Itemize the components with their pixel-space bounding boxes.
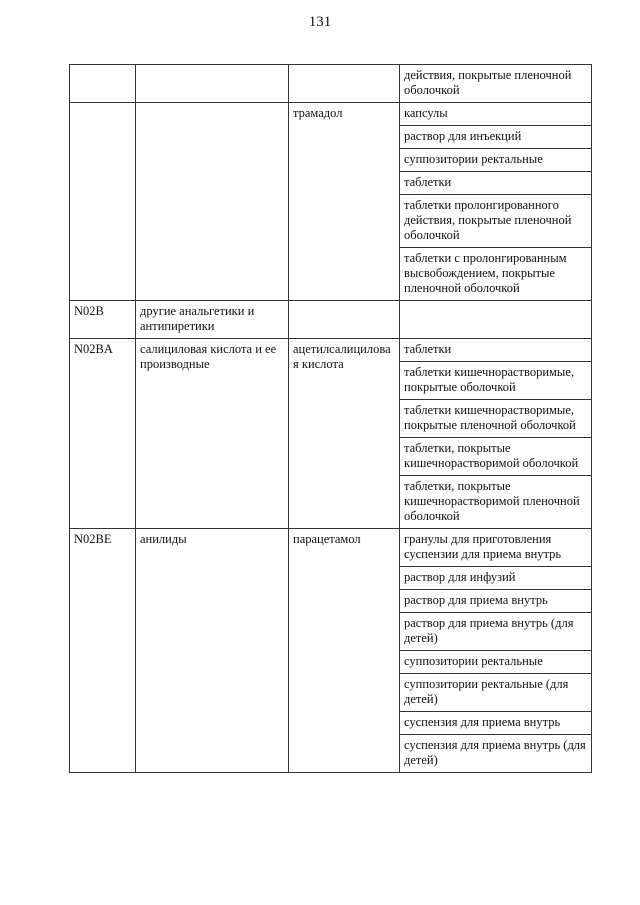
dosage-form-cell: таблетки пролонгированного действия, покрытые пленочной оболочкой [400, 195, 592, 248]
atc-group-cell [136, 103, 289, 301]
dosage-form-cell: таблетки, покрытые кишечнорастворимой оболочкой [400, 438, 592, 476]
dosage-form-cell [400, 301, 592, 339]
table-row [70, 103, 592, 126]
table-row [70, 301, 592, 339]
atc-group-cell [136, 65, 289, 103]
dosage-form-cell: таблетки кишечнорастворимые, покрытые пленочной оболочкой [400, 400, 592, 438]
dosage-form-cell: действия, покрытые пленочной оболочкой [400, 65, 592, 103]
dosage-form-cell: капсулы [400, 103, 592, 126]
substance-cell [289, 301, 400, 339]
dosage-form-cell: раствор для приема внутрь [400, 590, 592, 613]
dosage-form-cell: гранулы для приготовления суспензии для приема внутрь [400, 529, 592, 567]
atc-group-cell: анилиды [136, 529, 289, 773]
atc-code-cell: N02BE [70, 529, 136, 773]
dosage-form-cell: суппозитории ректальные [400, 651, 592, 674]
substance-cell: трамадол [289, 103, 400, 301]
dosage-form-cell: суппозитории ректальные [400, 149, 592, 172]
substance-cell: парацетамол [289, 529, 400, 773]
dosage-form-cell: таблетки [400, 339, 592, 362]
table-row [70, 529, 592, 567]
substance-cell [289, 65, 400, 103]
dosage-form-cell: таблетки [400, 172, 592, 195]
atc-code-cell [70, 65, 136, 103]
atc-group-cell: другие анальгетики и антипиретики [136, 301, 289, 339]
dosage-form-cell: суспензия для приема внутрь (для детей) [400, 735, 592, 773]
table-body [70, 65, 592, 773]
dosage-form-cell: раствор для инъекций [400, 126, 592, 149]
dosage-form-cell: раствор для инфузий [400, 567, 592, 590]
dosage-form-cell: раствор для приема внутрь (для детей) [400, 613, 592, 651]
table-row [70, 65, 592, 103]
atc-code-cell: N02B [70, 301, 136, 339]
dosage-form-cell: суспензия для приема внутрь [400, 712, 592, 735]
page-number: 131 [308, 14, 332, 30]
dosage-form-cell: таблетки с пролонгированным высвобождением, покрытые пленочной оболочкой [400, 248, 592, 301]
dosage-form-cell: таблетки кишечнорастворимые, покрытые оболочкой [400, 362, 592, 400]
table-row [70, 339, 592, 362]
dosage-form-cell: суппозитории ректальные (для детей) [400, 674, 592, 712]
medication-table [69, 64, 592, 773]
atc-code-cell: N02BA [70, 339, 136, 529]
atc-group-cell: салициловая кислота и ее производные [136, 339, 289, 529]
substance-cell: ацетилсалициловая кислота [289, 339, 400, 529]
atc-code-cell [70, 103, 136, 301]
dosage-form-cell: таблетки, покрытые кишечнорастворимой пленочной оболочкой [400, 476, 592, 529]
